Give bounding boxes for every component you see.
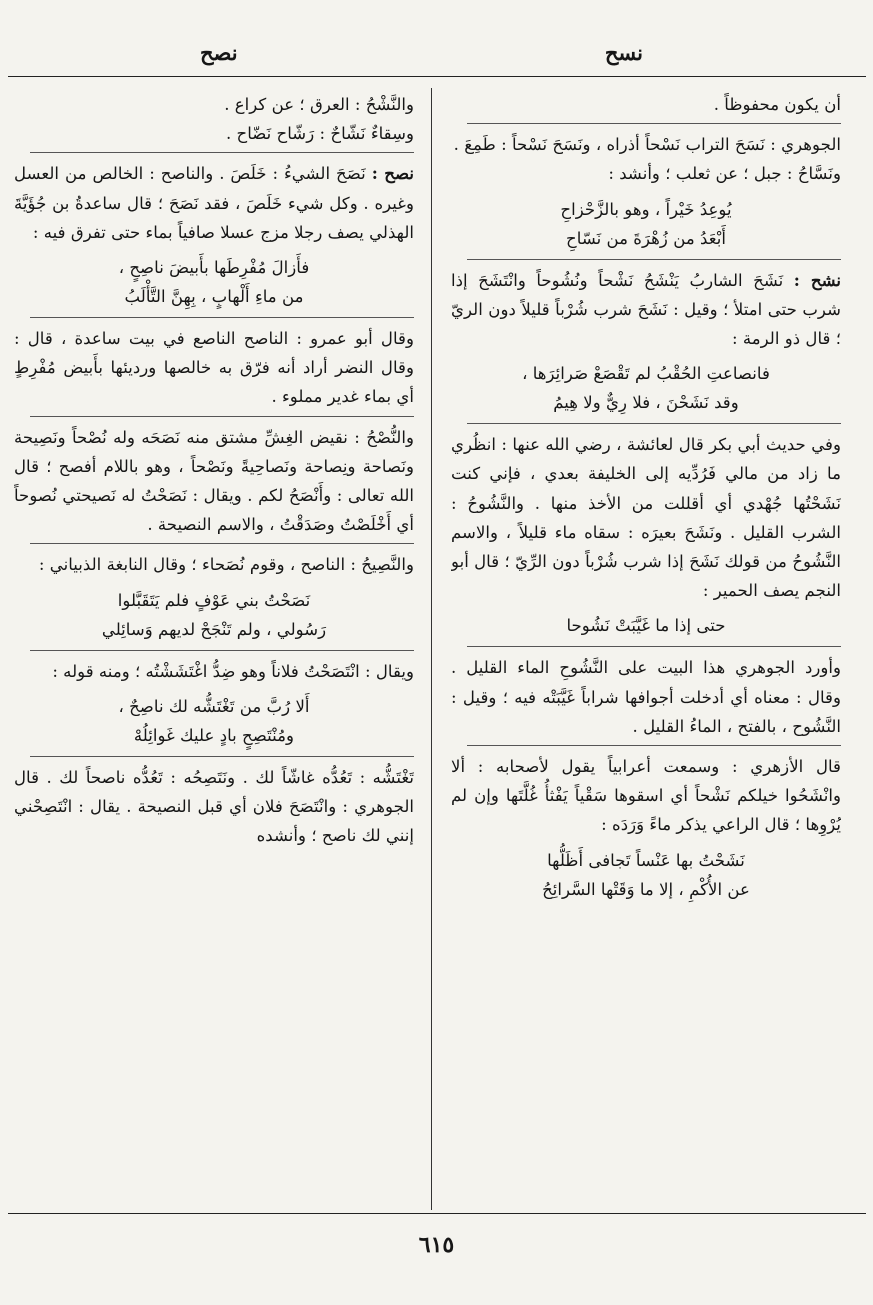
paragraph-separator bbox=[467, 123, 841, 124]
entry-headword: نشح : bbox=[793, 269, 841, 290]
paragraph: قال الأزهري : وسمعت أعرابياً يقول لأصحابه : ألا وانْشَحُوا خيلكم نَشْحاً أي اسقوها سَقْياً يَفْثأُ غُلَّتَها وإن لم يُرْوِها ؛ قال الراعي يذكر ماءً وَرَدَه : bbox=[451, 757, 841, 835]
paragraph: وفي حديث أبي بكر قال لعائشة ، رضي الله عنها : انظُري ما زاد من مالي فَرُدِّيه إلى الخليفة بعدي ، فإني كنت نَشَحْتُها جُهْدي أي أقللت من الأخذ منها . والنَّشُوحُ : الشرب القليل . ونَشَحَ بعيرَه : سقاه ماء قليلاً ، والاسم النَّشُوحُ من قولك نَشَحَ إذا شرب شُرْباً دون الرِّيّ ؛ قال أبو النجم يصف الحمير : bbox=[451, 435, 841, 601]
top-rule bbox=[8, 76, 866, 77]
verse-line: وقد نَشَحْنَ ، فلا رِيٌّ ولا هِيمُ bbox=[553, 393, 739, 413]
paragraph: وسِقاءٌ نَشّاحٌ : رَشّاح نَضّاح . bbox=[225, 124, 414, 144]
verse-line: حتى إذا ما غَيَّبَتْ نَشُوحا bbox=[566, 616, 726, 636]
paragraph: وأورد الجوهري هذا البيت على النَّشُوحِ الماء القليل . وقال : معناه أي أدخلت أجوافها شراباً غَيَّبَتْه فيه ؛ وقيل : النَّشُوح ، بالفتح ، الماءُ القليل . bbox=[451, 658, 841, 736]
entry-text: نَشَحَ الشاربُ يَنْشَحُ نَشْحاً ونُشُوحاً وانْتَشَحَ إذا شرب حتى امتلأ ؛ وقيل : نَشَحَ شرب شُرْباً قليلاً دون الريّ ؛ قال ذو الرمة : bbox=[451, 270, 841, 349]
paragraph-separator bbox=[30, 416, 414, 417]
paragraph: ونَسَّاحُ : جبل ؛ عن ثعلب ؛ وأنشد : bbox=[608, 164, 841, 184]
verse-line: فانصاعتِ الحُقْبُ لم تَقْصَعْ صَرائِرَها ، bbox=[522, 364, 770, 384]
poetry-verse bbox=[14, 692, 414, 750]
right-column bbox=[451, 90, 841, 1205]
paragraph-separator bbox=[30, 152, 414, 153]
verse-line: نَشَحْتُ بها عَنْساً تَجافى أَظَلُّها bbox=[547, 850, 745, 870]
paragraph: والنَّصِيحُ : الناصح ، وقوم نُصَحاء ؛ وقال النابغة الذبياني : bbox=[38, 555, 414, 575]
paragraph: ويقال : انْتَصَحْتُ فلاناً وهو ضِدُّ اغْتَشَشْتُه ؛ ومنه قوله : bbox=[52, 661, 414, 681]
left-column bbox=[14, 90, 414, 1205]
dictionary-entry bbox=[451, 266, 841, 354]
paragraph-separator bbox=[467, 259, 841, 260]
paragraph: الجوهري : نَسَحَ التراب نَسْحاً أذراه ، ونَسَحَ نَسْحاً : طَمِعَ . bbox=[453, 135, 841, 155]
page-number: ٦١٥ bbox=[418, 1232, 455, 1258]
paragraph-separator bbox=[30, 543, 414, 544]
paragraph-separator bbox=[30, 650, 414, 651]
paragraph-separator bbox=[30, 756, 414, 757]
verse-line: فأَزالَ مُفْرِطَها بأَبيضَ ناصِحٍ ، bbox=[118, 258, 310, 278]
poetry-verse bbox=[451, 611, 841, 640]
verse-line: أَبْعَدُ من زُهْرَةَ من نَسّاحِ bbox=[566, 228, 726, 248]
poetry-verse bbox=[14, 253, 414, 311]
paragraph-separator bbox=[467, 745, 841, 746]
paragraph: تَغْتَشُّه : تَعُدُّه غاشّاً لك . ونَتَصِحُه : تَعُدُّه ناصحاً لك . قال الجوهري : وانْتَصَحَ فلان أي قبل النصيحة . يقال : انْتَصِحْني إنني لك ناصح ؛ وأنشده bbox=[14, 767, 414, 846]
paragraph: أن يكون محفوظاً . bbox=[713, 95, 841, 114]
paragraph-separator bbox=[467, 646, 841, 647]
paragraph: والنَّشْحُ : العرق ؛ عن كراع . bbox=[224, 95, 414, 114]
paragraph-separator bbox=[467, 423, 841, 424]
paragraph: وقال أبو عمرو : الناصح الناصع في بيت ساعدة ، قال : وقال النضر أراد أنه فرّق به خالصها ورديئها بأَبيض مُفْرِطٍ أي بماء غدير مملوء . bbox=[14, 329, 414, 407]
dictionary-entry bbox=[14, 159, 414, 247]
poetry-verse bbox=[451, 359, 841, 417]
verse-line: أَلا رُبَّ من تَغْتَشُّه لك ناصِحٌ ، bbox=[118, 696, 310, 716]
poetry-verse bbox=[451, 195, 841, 253]
verse-line: نَصَحْتُ بني عَوْفٍ فلم يَتَقَبَّلوا bbox=[117, 590, 311, 610]
verse-line: رَسُولي ، ولم تَنْجَحْ لديهم وَسائِلي bbox=[101, 619, 327, 639]
entry-headword: نصح : bbox=[371, 163, 414, 184]
verse-line: من ماءِ أَلْهابٍ ، بِهِنَّ التَّأْلَبُ bbox=[124, 287, 304, 307]
right-column-header: نسح bbox=[604, 40, 643, 65]
paragraph: والنُّصْحُ : نقيض الغِشِّ مشتق منه نَصَحَه وله نُصْحاً ونَصِيحة ونَصاحة ونِصاحة ونَصاحِيةً ونَصْحاً ، وهو باللام أفصح ؛ قال الله تعالى : وأَنْصَحُ لكم . ويقال : نَصَحْتُ له نَصيحتي نُصوحاً أي أَخْلَصْتُ وصَدَقْتُ ، والاسم النصيحة . bbox=[14, 427, 414, 535]
column-divider bbox=[431, 88, 432, 1210]
verse-line: عن الأُكْمِ ، إلا ما وَقَتْها السَّرائِحُ bbox=[542, 879, 750, 899]
poetry-verse bbox=[451, 846, 841, 904]
poetry-verse bbox=[14, 586, 414, 644]
bottom-rule bbox=[8, 1213, 866, 1214]
verse-line: ومُنْتَصِحٍ بادٍ عليك غَوائِلُهْ bbox=[133, 725, 295, 745]
left-column-header: نصح bbox=[200, 40, 238, 65]
verse-line: يُوعِدُ خَيْراً ، وهو بالزَّحْزاحِ bbox=[560, 199, 732, 219]
paragraph-separator bbox=[30, 317, 414, 318]
entry-text: نَصَحَ الشيءُ : خَلَصَ . والناصح : الخالص من العسل وغيره . وكل شيء خَلَصَ ، فقد نَصَحَ ؛ قال ساعدةُ بن جُؤَيَّةَ الهذلي يصف رجلا مزج عسلا صافياً بماء حتى تفرق فيه : bbox=[14, 164, 414, 242]
